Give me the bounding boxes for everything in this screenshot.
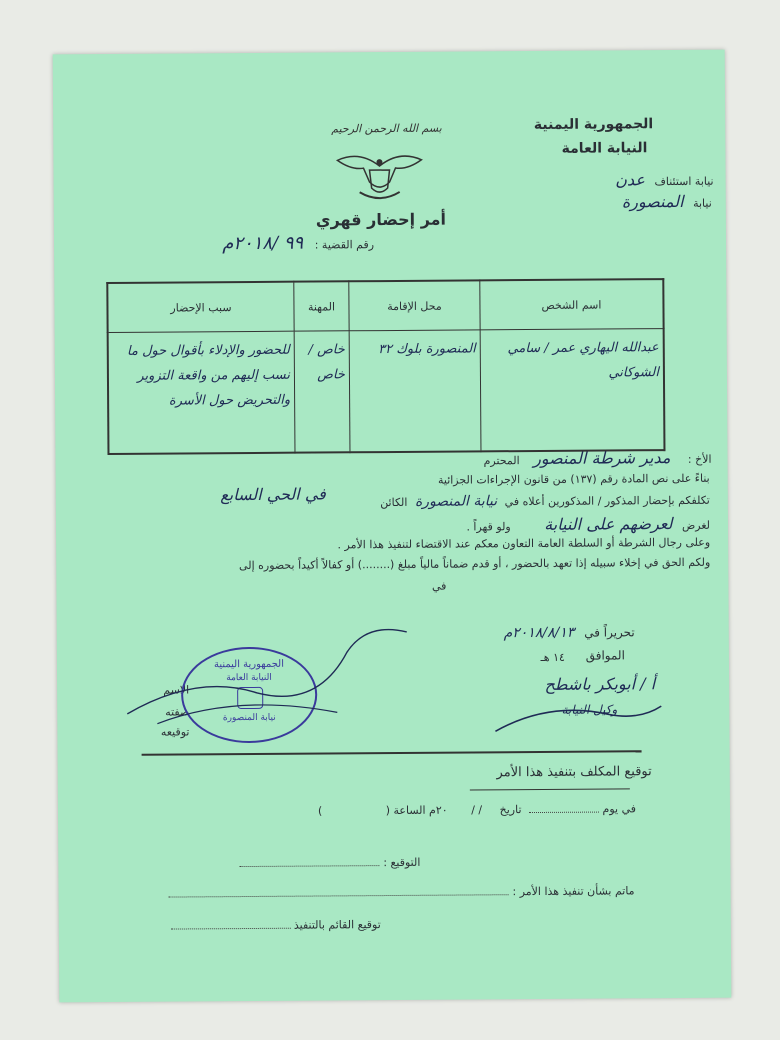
executor-label: توقيع القائم بالتنفيذ: [293, 918, 381, 932]
col-reason: سبب الإحضار: [107, 282, 294, 333]
cell-profession: خاص / خاص: [294, 331, 350, 453]
col-profession: المهنة: [294, 281, 349, 331]
prosecutor-signature-icon: [489, 670, 669, 741]
appeal-label: نيابة استئناف: [654, 174, 714, 189]
cell-person-name: عبدالله اليهاري عمر / سامي الشوكاني: [480, 329, 664, 452]
cell-residence: المنصورة بلوك ٣٢: [349, 330, 481, 452]
appeal-office-line: [615, 170, 714, 190]
case-number-line: [222, 232, 374, 254]
signature-title: وكيل النيابة: [561, 702, 618, 717]
stamp-signature-icon: [117, 612, 418, 734]
date-slashes: / /: [471, 803, 483, 817]
stamp-top-text: الجمهورية اليمنية: [213, 658, 285, 671]
date-label: تاريخ: [499, 803, 522, 817]
role-label: الاسم: [163, 683, 190, 697]
office-line: [622, 192, 712, 212]
year-hour-label: ٢٠م الساعة (: [385, 803, 448, 818]
case-number-label: رقم القضية :: [314, 238, 375, 252]
hijri-label: الموافق: [585, 648, 625, 663]
police-cooperation-line: وعلى رجال الشرطة أو السلطة العامة التعاون معكم عند الاقتضاء لتنفيذ هذا الأمر .: [337, 535, 711, 552]
to-label: الأخ :: [687, 452, 712, 466]
table-row: [108, 329, 665, 454]
execution-done-label: ماتم بشأن تنفيذ هذا الأمر :: [512, 884, 635, 899]
office-label: نيابة: [693, 196, 712, 210]
execution-done-line: [169, 884, 635, 900]
purpose-label: لغرض: [681, 518, 711, 532]
col-residence: محل الإقامة: [349, 280, 480, 330]
article-line: بناءً على نص المادة رقم (١٣٧) من قانون الإجراءات الجزائية: [437, 471, 710, 487]
executor-line: [170, 918, 381, 932]
in-label: في: [431, 579, 447, 593]
place-value: نيابة المنصورة: [414, 493, 498, 510]
capacity-label: صفته: [165, 705, 190, 719]
written-value: ٢٠١٨/٨/١٣م: [503, 624, 575, 642]
stamp-bottom-text: نيابة المنصورة: [222, 712, 276, 724]
table-header-row: [107, 279, 663, 332]
cell-reason: للحضور والإدلاء بأقوال حول ما نسب إليهم من واقعة التزوير والتحريض حول الأسرة: [108, 331, 295, 454]
force-label: ولو قهراً .: [466, 520, 511, 534]
to-value: مدير شرطة المنصور: [533, 448, 671, 469]
close-paren: ): [317, 804, 323, 818]
execution-title-underline: [470, 788, 630, 790]
purpose-value: لعرضهم على النيابة: [544, 514, 673, 534]
execution-date-line: [318, 802, 636, 817]
release-line: ولكم الحق في إخلاء سبيله إذا تعهد بالحضور ، أو قدم ضماناً مالياً مبلغ (........) أو كفالاً أكيداً بحضوره إلى: [238, 555, 711, 573]
yemen-emblem-icon: [329, 148, 429, 209]
respected-label: المحترم: [483, 454, 520, 468]
execution-signature-label: التوقيع :: [383, 855, 421, 870]
signature-name: أ / أبوبكر باشطح: [544, 674, 656, 694]
prosecution-label: النيابة العامة: [561, 140, 648, 157]
execution-title: توقيع المكلف بتنفيذ هذا الأمر: [496, 764, 652, 781]
written-line: [504, 624, 635, 641]
summons-line: [380, 492, 710, 510]
stamp-middle-text: النيابة العامة: [226, 672, 272, 684]
located-value: في الحي السابع: [220, 484, 326, 505]
addressee-line: [484, 448, 712, 469]
basmala: بسم الله الرحمن الرحيم: [331, 121, 442, 136]
purpose-line: [466, 514, 710, 535]
office-value: المنصورة: [621, 191, 684, 212]
signature-label: توقيعه: [160, 725, 190, 739]
summons-text: تكلفكم بإحضار المذكور / المذكورين أعلاه في: [504, 493, 710, 509]
located-label: الكائن: [380, 495, 408, 510]
case-number-value: ٩٩ /٢٠١٨م: [222, 232, 304, 255]
document-title: أمر إحضار قهري: [315, 209, 447, 230]
written-label: تحريراً في: [584, 625, 635, 640]
document-page: [53, 50, 732, 1003]
persons-table: [106, 278, 665, 455]
day-label: في يوم: [602, 802, 637, 816]
hijri-value: ١٤ هـ: [540, 650, 565, 664]
republic-label: الجمهورية اليمنية: [533, 116, 654, 133]
col-person-name: اسم الشخص: [480, 279, 664, 330]
section-divider: [142, 750, 642, 755]
appeal-value: عدن: [615, 170, 645, 190]
execution-signature-line: [240, 856, 421, 870]
